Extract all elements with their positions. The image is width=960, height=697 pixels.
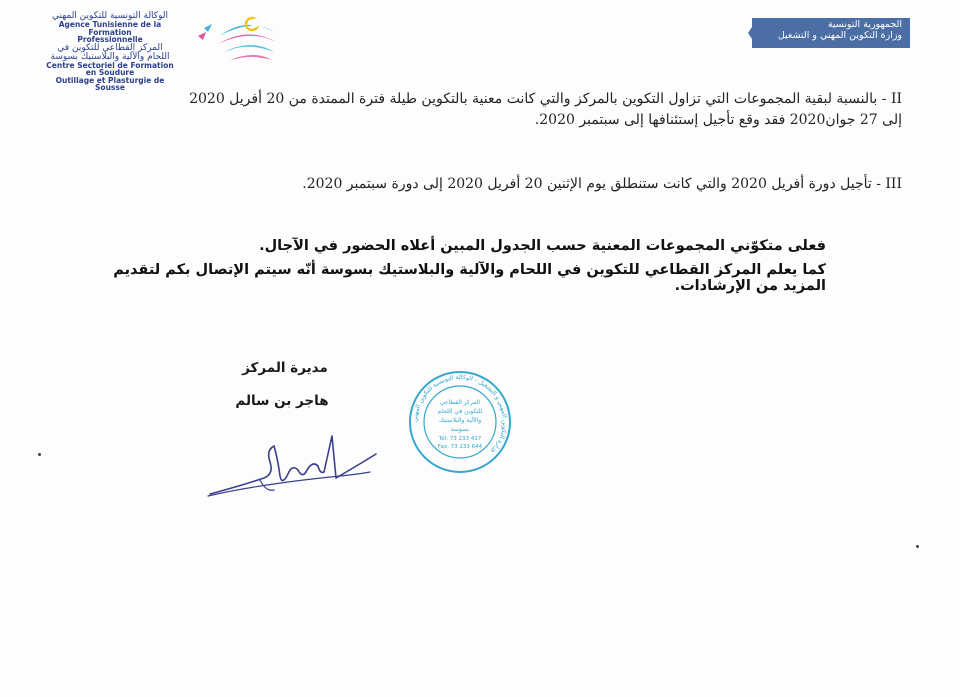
signatory-name: هاجر بن سالم (235, 393, 329, 409)
centre-name-ar-2: اللحام والآلية والبلاستيك بسوسة (50, 51, 170, 62)
agency-logo-icon (190, 14, 280, 68)
agency-name-ar: الوكالة التونسية للتكوين المهني (52, 11, 168, 21)
signatory-title: مديرة المركز (242, 360, 328, 376)
ministry-banner (752, 18, 910, 48)
stamp-ring-text: وزارة التكوين المهني و التشغيل - الوكالة التونسية للتكوين المهني (411, 373, 509, 455)
scan-speck (38, 453, 41, 456)
notice-line-1: فعلى متكوّني المجموعات المعنية حسب الجدول المبين أعلاه الحضور في الآجال. (259, 238, 826, 254)
ministry-line-1: الجمهورية التونسية (827, 19, 902, 30)
agency-name-fr-2: Professionnelle (77, 35, 143, 44)
centre-name-fr-2: Outillage et Plasturgie de Sousse (55, 75, 165, 92)
scan-speck (916, 545, 919, 548)
stamp-center-2: للتكوين في اللحام (437, 408, 483, 415)
stamp-center-1: المركز القطاعي (439, 399, 481, 406)
handwritten-signature-icon (200, 420, 380, 520)
stamp-center-3: والآلية والبلاستيك (438, 417, 482, 424)
stamp-fax: Fax: 73 233 644 (437, 444, 483, 450)
ministry-line-2: وزارة التكوين المهني و التشغيل (777, 29, 902, 41)
centre-name-fr-1: Centre Sectoriel de Formation en Soudure (46, 60, 174, 77)
centre-name-ar-1: المركز القطاعي للتكوين في (57, 42, 163, 53)
paragraph-iii: III - تأجيل دورة أفريل 2020 والتي كانت ستنطلق يوم الإثنين 20 أفريل 2020 إلى دورة سبتمبر 2020. (302, 176, 902, 192)
official-stamp-icon (406, 368, 514, 476)
stamp-tel: Tél: 73 233 417 (438, 436, 482, 442)
paragraph-ii (112, 89, 902, 131)
paragraph-ii-line-2: إلى 27 جوان2020 فقد وقع تأجيل إستئنافها إلى سبتمبر 2020. (534, 112, 902, 128)
agency-text-block (40, 12, 180, 92)
agency-name-fr-1: Agence Tunisienne de la Formation (58, 20, 162, 37)
stamp-center-4: بسوسة (450, 426, 470, 433)
notice-line-2: كما يعلم المركز القطاعي للتكوين في اللحام والآلية والبلاستيك بسوسة أنّه سيتم الإتصال بكم لتقديم المزيد من الإرشادات. (113, 262, 826, 294)
agency-header (40, 11, 280, 92)
paragraph-ii-line-1: II - بالنسبة لبقية المجموعات التي تزاول التكوين بالمركز والتي كانت معنية بالتكوين طيلة فترة الممتدة من 20 أفريل 2020 (189, 91, 902, 107)
